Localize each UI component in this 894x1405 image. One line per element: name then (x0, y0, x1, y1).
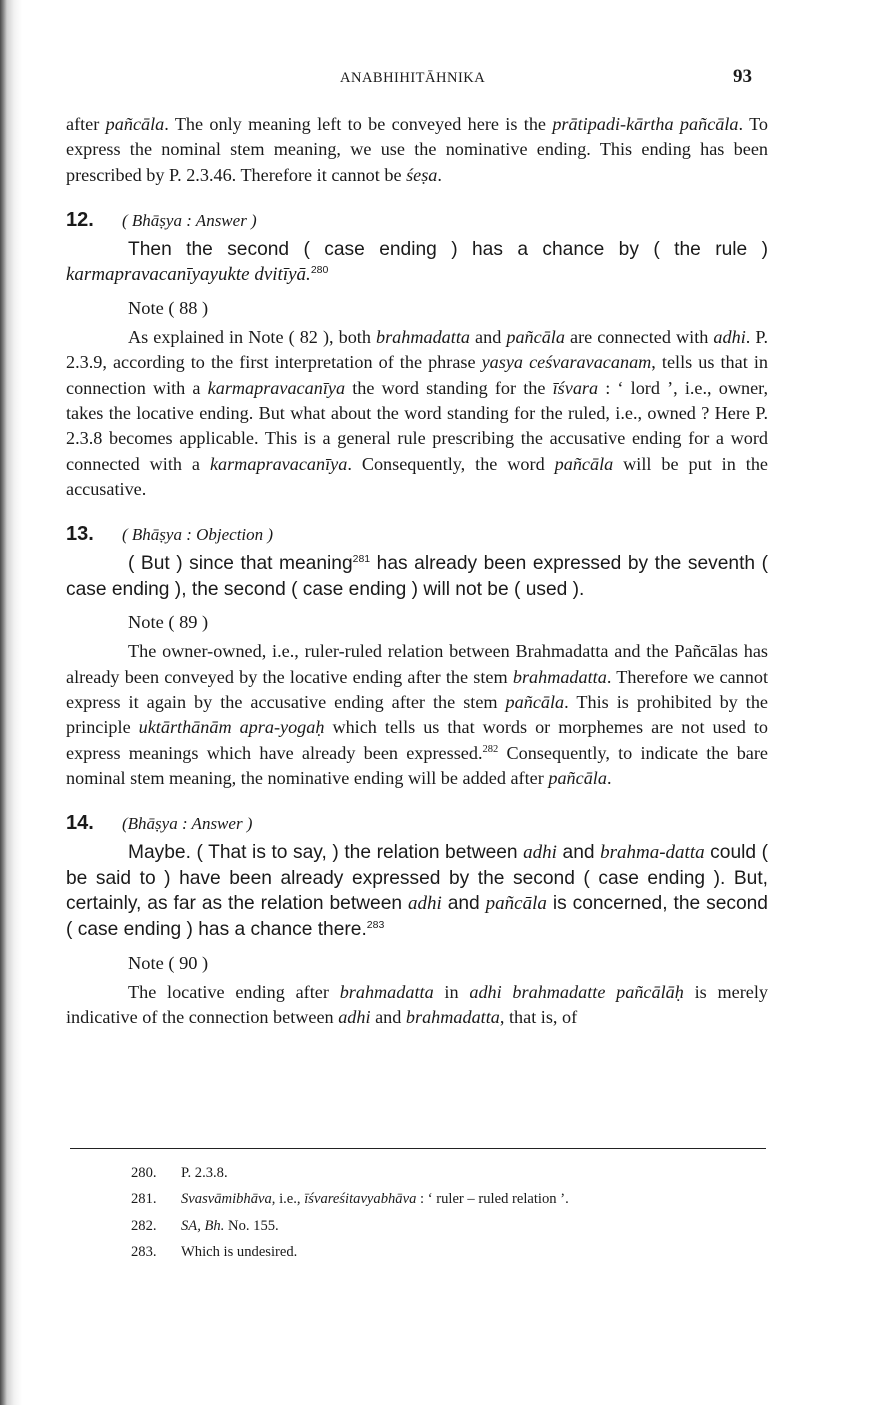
footnote-ref: 280 (310, 264, 329, 277)
section-number: 12. (66, 208, 94, 231)
note-89-text: The owner-owned, i.e., ruler-ruled relation between Brahmadatta and the Pañcālas has already been conveyed by the locative ending after the stem brahmadatta. Therefore we cannot express it again by the accusative ending after the stem pañcāla. This is prohibited by the principle uktārthānām apra-yogaḥ which tells us that words or morphemes are not used to express meanings which have already been expressed.$^{282}$ Consequently, to indicate the bare nominal stem meaning, the nominative ending will be added after pañcāla. (66, 641, 769, 788)
running-title: ANABHIHITĀHNIKA (340, 70, 486, 86)
footnote-divider (70, 1148, 766, 1149)
footnotes (131, 1160, 731, 1265)
section-14-translation: Maybe. ( That is to say, ) the relation between adhi and brahma-datta could ( be said to ) have been already expressed by the second ( case ending ). But, certainly, as far as the relation between adhi and pañcāla is concerned, the second ( case ending ) has a chance there.$^{283}$ (66, 842, 768, 940)
footnote-ref: 281 (352, 553, 371, 566)
section-12-heading (66, 208, 768, 233)
section-label: ( Bhāṣya : Objection ) (122, 525, 274, 545)
section-12-translation: Then the second ( case ending ) has a chance by ( the rule ) karmapravacanīyayukte dvitīyā.$^{280}$ (66, 238, 768, 286)
section-13-heading (66, 522, 768, 547)
intro-paragraph: after pañcāla. The only meaning left to be conveyed here is the prātipadi-kārtha pañcāla. To express the nominal stem meaning, we use the nominative ending. This ending has been prescribed by P. 2.3.46. Therefore it cannot be śeṣa. (66, 114, 769, 185)
footnote-282: 282. SA, Bh. No. 155. (131, 1217, 279, 1234)
footnote-280: 280. P. 2.3.8. (131, 1165, 228, 1181)
note-89-label: Note ( 89 ) (128, 612, 209, 633)
page-header (0, 66, 894, 90)
note-90-label: Note ( 90 ) (128, 952, 209, 973)
section-number: 13. (66, 523, 94, 546)
footnote-283: 283. Which is undesired. (131, 1243, 298, 1260)
section-13-translation: ( But ) since that meaning$^{281}$ has already been expressed by the seventh ( case ending ), the second ( case ending ) will not be ( used ). (66, 553, 768, 600)
note-88-text: As explained in Note ( 82 ), both brahmadatta and pañcāla are connected with adhi. P. 2.3.9, according to the first interpretation of the phrase yasya ceśvaravacanam, tells us that in connection with a karmapravacanīya the word standing for the īśvara : ‘ lord ’, i.e., owner, takes the locative ending. But what about the word standing for the ruled, i.e., owned ? Here P. 2.3.8 becomes applicable. This is a general rule prescribing the accusative ending for a word connected with a karmapravacanīya. Consequently, the word pañcāla will be put in the accusative. (66, 327, 769, 499)
page-body (66, 112, 768, 1030)
section-label: ( Bhāṣya : Answer ) (122, 210, 257, 230)
footnote-ref: 283 (366, 918, 385, 931)
footnote-281: 281. Svasvāmibhāva, i.e., īśvareśitavyabhāva : ‘ ruler – ruled relation ’. (131, 1191, 569, 1208)
section-label: (Bhāṣya : Answer ) (122, 814, 253, 834)
section-14-heading (66, 811, 768, 836)
note-88-label: Note ( 88 ) (128, 298, 209, 319)
note-90-text: The locative ending after brahmadatta in adhi brahmadatte pañcālāḥ is merely indicative of the connection between adhi and brahmadatta, that is, of (66, 981, 768, 1027)
footnote-ref: 282 (482, 743, 499, 755)
page-number: 93 (733, 66, 752, 87)
scan-edge-shadow (0, 0, 22, 1405)
section-number: 14. (66, 812, 94, 835)
